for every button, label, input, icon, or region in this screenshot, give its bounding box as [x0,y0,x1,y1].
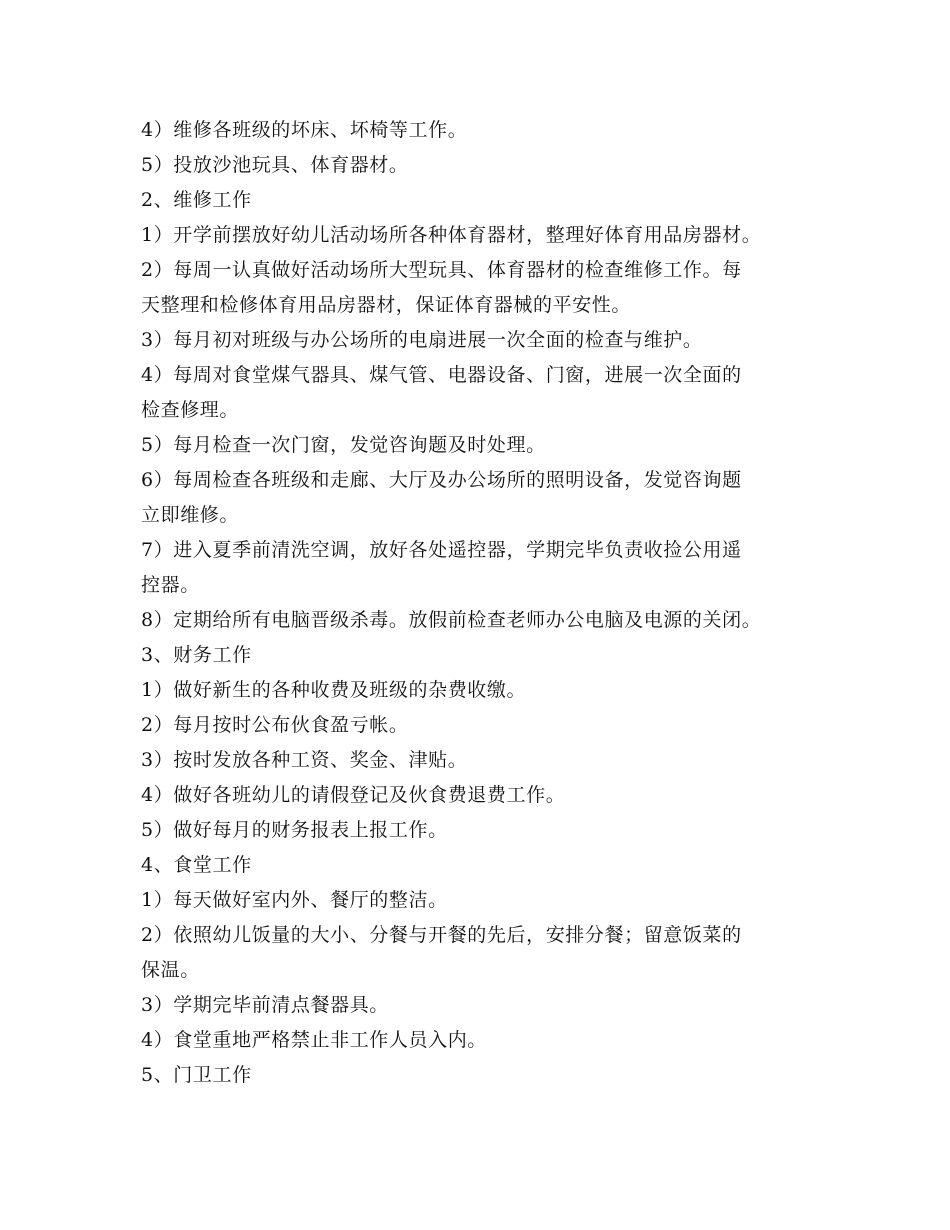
text-line: 7）进入夏季前清洗空调，放好各处遥控器，学期完毕负责收捡公用遥 [141,539,742,561]
text-line: 4）做好各班幼儿的请假登记及伙食费退费工作。 [141,784,566,806]
text-line: 1）做好新生的各种收费及班级的杂费收缴。 [141,679,527,701]
text-line: 2）每周一认真做好活动场所大型玩具、体育器材的检查维修工作。每 [141,259,742,281]
text-line: 2）依照幼儿饭量的大小、分餐与开餐的先后，安排分餐；留意饭菜的 [141,924,742,946]
document-body [141,113,821,1093]
text-line: 保温。 [141,959,200,981]
text-line: 5）投放沙池玩具、体育器材。 [141,154,409,176]
text-line: 5）每月检查一次门窗，发觉咨询题及时处理。 [141,434,546,456]
text-line: 1）开学前摆放好幼儿活动场所各种体育器材，整理好体育用品房器材。 [141,224,762,246]
text-line: 4）维修各班级的坏床、坏椅等工作。 [141,119,468,141]
text-line: 检查修理。 [141,399,240,421]
text-line: 3）按时发放各种工资、奖金、津贴。 [141,749,468,771]
text-line: 4）每周对食堂煤气器具、煤气管、电器设备、门窗，进展一次全面的 [141,364,742,386]
text-line: 1）每天做好室内外、餐厅的整洁。 [141,889,448,911]
text-line: 3）每月初对班级与办公场所的电扇进展一次全面的检查与维护。 [141,329,703,351]
text-line: 2）每月按时公布伙食盈亏帐。 [141,714,409,736]
text-line: 5）做好每月的财务报表上报工作。 [141,819,448,841]
text-line: 立即维修。 [141,504,240,526]
text-line: 6）每周检查各班级和走廊、大厅及办公场所的照明设备，发觉咨询题 [141,469,742,491]
section-heading: 2、维修工作 [141,189,252,211]
section-heading: 5、门卫工作 [141,1064,252,1086]
text-line: 4）食堂重地严格禁止非工作人员入内。 [141,1029,487,1051]
text-line: 8）定期给所有电脑晋级杀毒。放假前检查老师办公电脑及电源的关闭。 [141,609,762,631]
section-heading: 3、财务工作 [141,644,252,666]
text-line: 3）学期完毕前清点餐器具。 [141,994,389,1016]
section-heading: 4、食堂工作 [141,854,252,876]
text-line: 控器。 [141,574,200,596]
text-line: 天整理和检修体育用品房器材，保证体育器械的平安性。 [141,294,632,316]
